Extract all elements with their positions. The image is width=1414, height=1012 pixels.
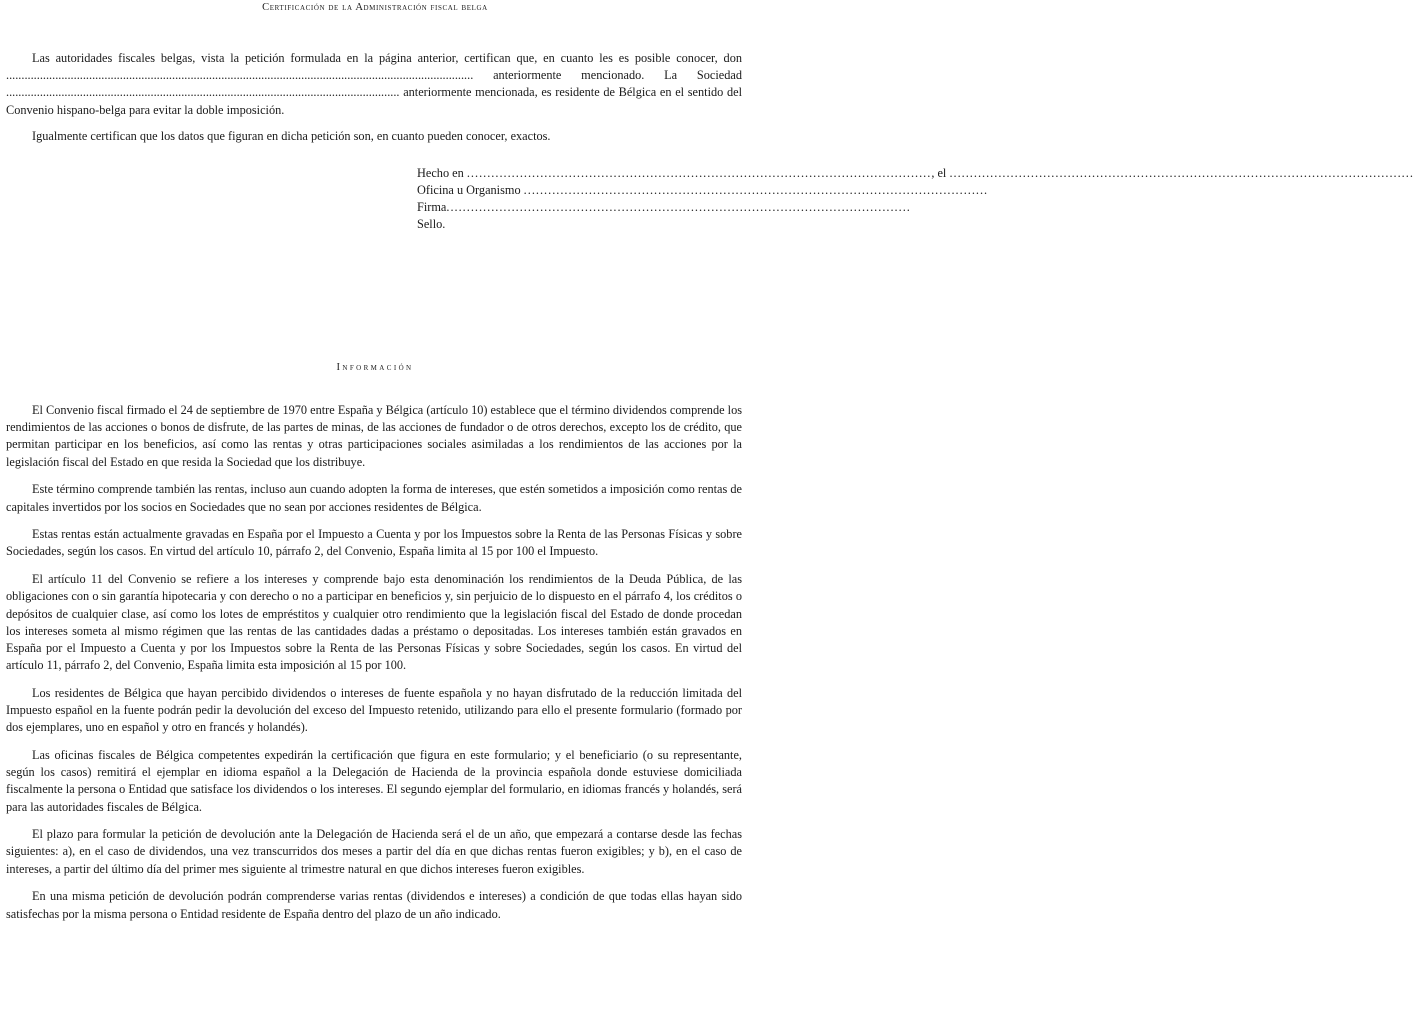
firma-field: .................................................................................................................. (446, 200, 911, 214)
firma-row (417, 199, 911, 216)
signature-block (417, 165, 1414, 233)
information-section (6, 402, 742, 933)
info-paragraph-rentas: Este término comprende también las rentas, incluso aun cuando adopten la forma de intereses, que estén sometidos a imposición como rentas de capitales invertidos por los socios en Sociedades que no sean por acciones residentes de Bélgica. (6, 482, 742, 514)
info-paragraph-peticion: En una misma petición de devolución podrán comprenderse varias rentas (dividendos e intereses) a condición de que todas ellas hayan sido satisfechas por la misma persona o Entidad residente de España dentro del plazo de un año indicado. (6, 889, 742, 921)
certification-section (6, 50, 742, 145)
info-paragraph-plazo: El plazo para formular la petición de devolución ante la Delegación de Hacienda será el de un año, que empezará a contarse desde las fechas siguientes: a), en el caso de dividendos, una vez transcurridos dos meses a partir del día en que dichas rentas fueron exigibles; y b), en el caso de intereses, a partir del último día del primer mes siguiente al trimestre natural en que dichos intereses fueron exigibles. (6, 827, 742, 876)
information-title: Información (336, 362, 414, 373)
hecho-en-field: .................................................................................................................. (466, 166, 932, 180)
info-paragraph-intereses: El artículo 11 del Convenio se refiere a los intereses y comprende bajo esta denominación los rendimientos de la Deuda Pública, de las obligaciones con o sin garantía hipotecaria y con derecho o no a participar en beneficios y, sin perjuicio de lo dispuesto en el párrafo 4, los créditos o depósitos de cualquier clase, así como los lotes de empréstitos y cualquier otro rendimiento que la legislación fiscal del Estado de donde procedan los intereses someta al mismo régimen que las rentas de las cantidades dadas a préstamo o depositadas. Los intereses también están gravados en España por el Impuesto a Cuenta y por los Impuestos sobre la Renta de las Personas Físicas y sobre Sociedades, según los casos. En virtud del artículo 11, párrafo 2, del Convenio, España limita esta imposición al 15 por 100. (6, 572, 742, 673)
firma-label: Firma (417, 200, 447, 214)
oficina-field: .................................................................................................................. (523, 183, 989, 197)
info-paragraph-dividendos: El Convenio fiscal firmado el 24 de septiembre de 1970 entre España y Bélgica (artículo 10) establece que el término dividendos comprende los rendimientos de las acciones o bonos de disfrute, de las partes de minas, de las acciones de fundador o de otros derechos, excepto los de crédito, que permitan participar en los beneficios, así como las rentas y otras participaciones sociales asimiladas a los rendimientos de las acciones por la legislación fiscal del Estado en que resida la Sociedad que los distribuye. (6, 403, 742, 469)
oficina-label: Oficina u Organismo (417, 183, 521, 197)
info-paragraph-gravamen: Estas rentas están actualmente gravadas en España por el Impuesto a Cuenta y por los Impuestos sobre la Renta de las Personas Físicas y sobre Sociedades, según los casos. En virtud del artículo 10, párrafo 2, del Convenio, España limita al 15 por 100 el Impuesto. (6, 527, 742, 559)
sello-row (417, 216, 742, 233)
hecho-en-label: Hecho en (417, 166, 464, 180)
hecho-en-row (417, 165, 1414, 182)
oficina-row (417, 182, 989, 199)
certification-accuracy-paragraph: Igualmente certifican que los datos que figuran en dicha petición son, en cuanto pueden conocer, exactos. (32, 128, 551, 143)
certification-paragraph: Las autoridades fiscales belgas, vista la petición formulada en la página anterior, certifican que, en cuanto les es posible conocer, don ........................................................................................................................................................ anteriormente mencionado. La Sociedad ................................................................................................................................ anteriormente mencionada, es residente de Bélgica en el sentido del Convenio hispano-belga para evitar la doble imposición. (6, 51, 742, 117)
info-paragraph-residentes: Los residentes de Bélgica que hayan percibido dividendos o intereses de fuente española y no hayan disfrutado de la reducción limitada del Impuesto español en la fuente podrán pedir la devolución del exceso del Impuesto retenido, utilizando para ello el presente formulario (formado por dos ejemplares, uno en español y otro en francés y holandés). (6, 685, 742, 735)
sello-label: Sello. (417, 217, 446, 231)
fecha-label: , el (931, 166, 947, 180)
page-header: Certificación de la Administración fiscal belga (262, 2, 488, 13)
info-paragraph-oficinas: Las oficinas fiscales de Bélgica competentes expedirán la certificación que figura en este formulario; y el beneficiario (o su representante, según los casos) remitirá el ejemplar en idioma español a la Delegación de Hacienda de la provincia española donde estuviese domiciliada fiscalmente la persona o Entidad que satisface los dividendos o los intereses. El segundo ejemplar del formulario, en idiomas francés y holandés, será para las autoridades fiscales de Bélgica. (6, 747, 742, 814)
fecha-field: .................................................................................................................. (949, 166, 1414, 180)
